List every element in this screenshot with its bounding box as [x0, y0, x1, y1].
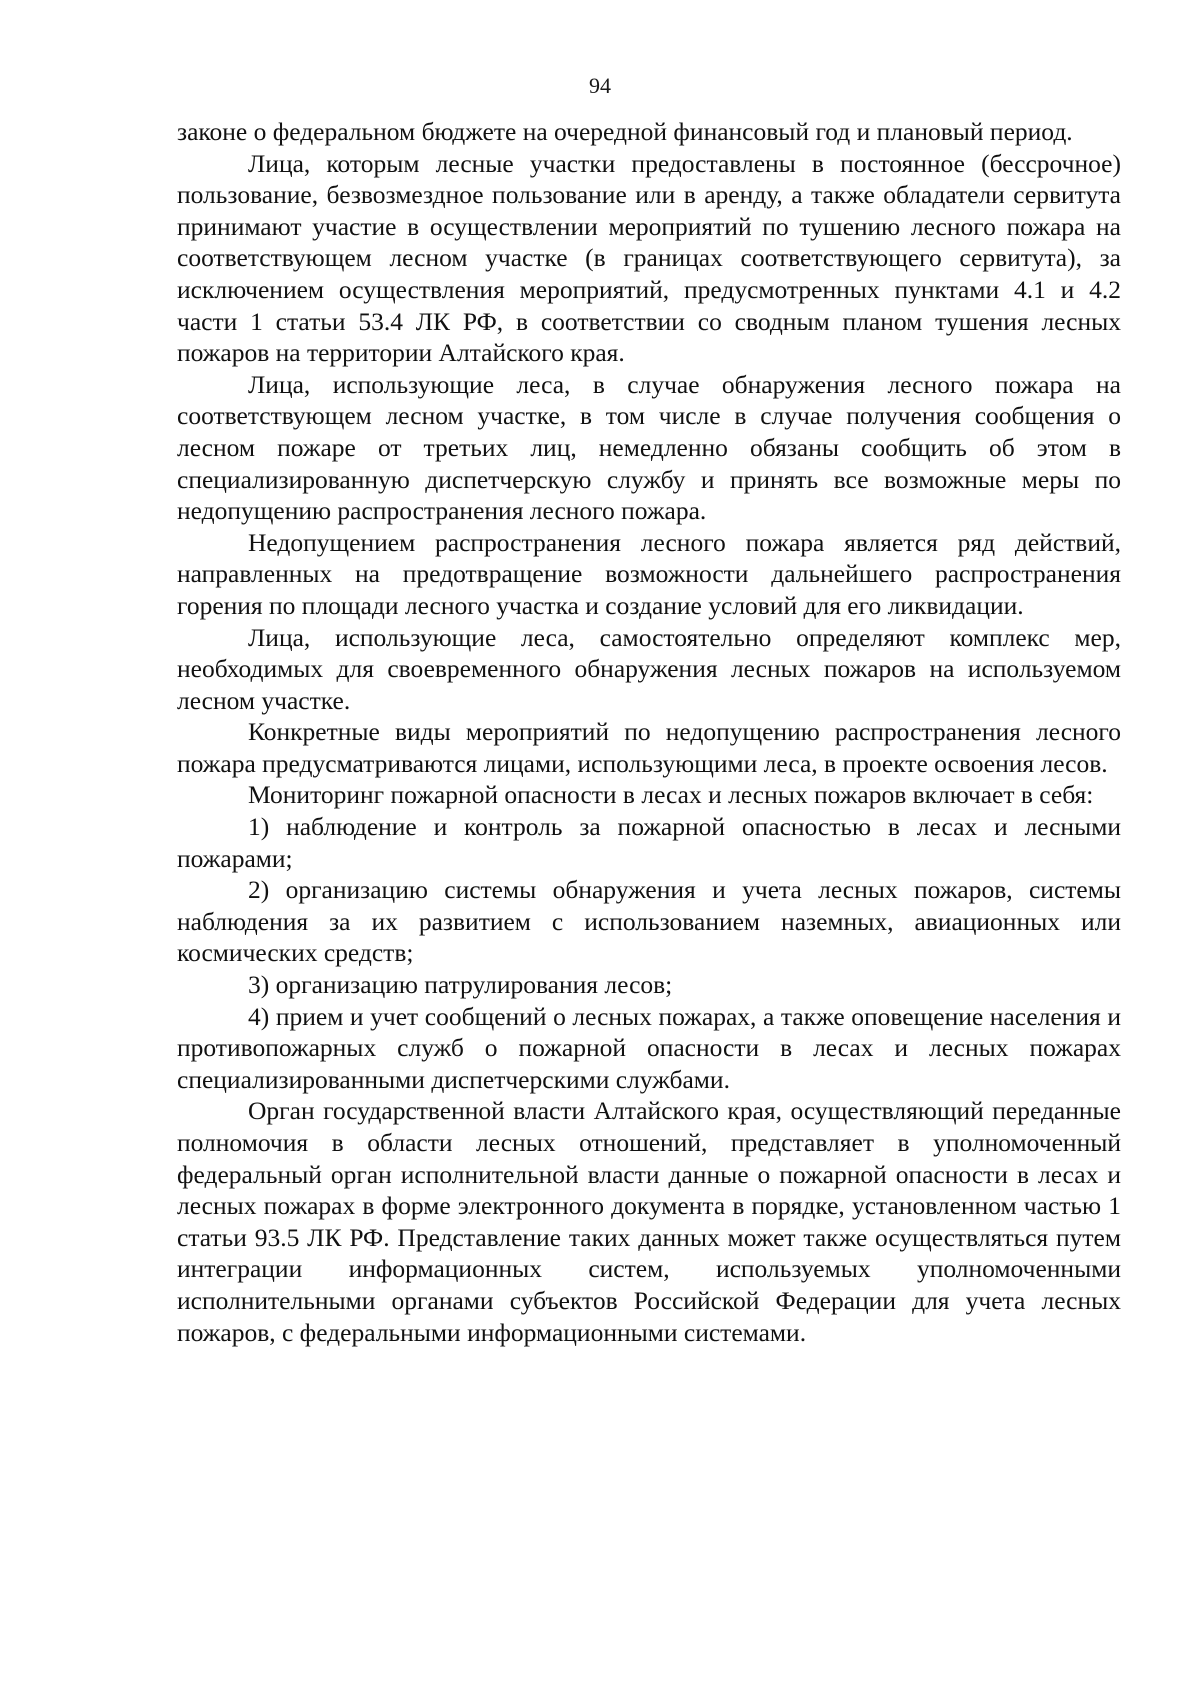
paragraph-fire-detection-duty: Лица, использующие леса, в случае обнаружения лесного пожара на соответствующем лесном участке, в том числе в случае получения сообщения о лесном пожаре от третьих лиц, немедленно обязаны сообщить об этом в специализированную диспетчерскую службу и принять все возможные меры по недопущению распространения лесного пожара.	[177, 369, 1121, 526]
paragraph-authority-reporting: Орган государственной власти Алтайского края, осуществляющий переданные полномочия в области лесных отношений, представляет в уполномоченный федеральный орган исполнительной власти данные о пожарной опасности в лесах и лесных пожарах в форме электронного документа в порядке, установленном частью 1 статьи 93.5 ЛК РФ. Представление таких данных может также осуществляться путем интеграции информационных систем, используемых уполномоченными исполнительными органами субъектов Российской Федерации для учета лесных пожаров, с федеральными информационными системами.	[177, 1096, 1121, 1347]
paragraph-budget-law-continuation: законе о федеральном бюджете на очередной финансовый год и плановый период.	[177, 117, 1073, 146]
list-item-monitoring-4: 4) прием и учет сообщений о лесных пожарах, а также оповещение населения и противопожарных служб о пожарной опасности в лесах и лесных пожарах специализированными диспетчерскими службами.	[177, 1001, 1121, 1094]
document-body	[177, 116, 1121, 1348]
paragraph-monitoring-intro: Мониторинг пожарной опасности в лесах и лесных пожаров включает в себя:	[248, 780, 1094, 810]
list-item-monitoring-2: 2) организацию системы обнаружения и учета лесных пожаров, системы наблюдения за их развитием с использованием наземных, авиационных или космических средств;	[177, 875, 1121, 968]
paragraph-development-project: Конкретные виды мероприятий по недопущению распространения лесного пожара предусматриваются лицами, использующими леса, в проекте освоения лесов.	[177, 717, 1121, 778]
page-number: 94	[589, 73, 611, 98]
paragraph-spread-prevention-definition: Недопущением распространения лесного пожара является ряд действий, направленных на предотвращение возможности дальнейшего распространения горения по площади лесного участка и создание условий для его ликвидации.	[177, 527, 1121, 620]
paragraph-detection-measures: Лица, использующие леса, самостоятельно определяют комплекс мер, необходимых для своевременного обнаружения лесных пожаров на используемом лесном участке.	[177, 622, 1121, 715]
list-item-monitoring-3: 3) организацию патрулирования лесов;	[248, 970, 673, 1000]
list-item-monitoring-1: 1) наблюдение и контроль за пожарной опасностью в лесах и лесными пожарами;	[177, 812, 1121, 873]
paragraph-forest-users-extinguishing: Лица, которым лесные участки предоставлены в постоянное (бессрочное) пользование, безвозмездное пользование или в аренду, а также обладатели сервитута принимают участие в осуществлении мероприятий по тушению лесного пожара на соответствующем лесном участке (в границах соответствующего сервитута), за исключением осуществления мероприятий, предусмотренных пунктами 4.1 и 4.2 части 1 статьи 53.4 ЛК РФ, в соответствии со сводным планом тушения лесных пожаров на территории Алтайского края.	[177, 148, 1121, 368]
